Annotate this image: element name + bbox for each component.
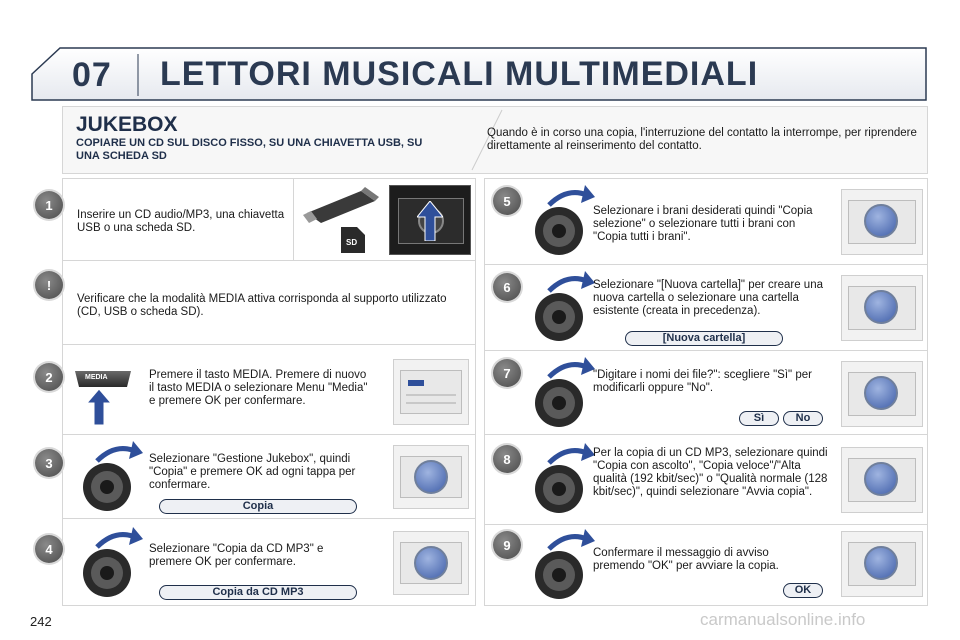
step-badge: 1 [35, 191, 63, 219]
step-badge: 4 [35, 535, 63, 563]
step-badge: 6 [493, 273, 521, 301]
no-option-pill: No [783, 411, 823, 426]
step-badge: 5 [493, 187, 521, 215]
step-badge: 3 [35, 449, 63, 477]
sd-card-icon [339, 223, 367, 255]
step-text: Confermare il messaggio di avviso premendo "OK" per avviare la copia. [593, 547, 779, 572]
chapter-number: 07 [72, 56, 112, 94]
step-badge: 7 [493, 359, 521, 387]
head-unit-image [393, 359, 469, 425]
head-unit-image [393, 531, 469, 595]
step-badge: 9 [493, 531, 521, 559]
rotary-dial-icon [529, 439, 595, 519]
ok-option-pill: OK [783, 583, 823, 598]
chapter-title: LETTORI MUSICALI MULTIMEDIALI [160, 55, 759, 93]
watermark: carmanualsonline.info [700, 610, 866, 629]
step-5 [485, 179, 927, 265]
head-unit-image [841, 361, 923, 427]
step-text: "Digitare i nomi dei file?": scegliere "Sì" per modificarli oppure "No". [593, 369, 812, 394]
yes-option-pill: Sì [739, 411, 779, 426]
svg-text:SD: SD [346, 238, 358, 247]
divider [293, 179, 294, 261]
step-text: Selezionare i brani desiderati quindi "Copia selezione" o selezionare tutti i brani con "Copia tutti i brani". [593, 205, 813, 243]
rotary-dial-icon [77, 523, 143, 603]
left-column [45, 178, 476, 606]
page-number: 242 [30, 614, 52, 629]
insert-arrow-icon [417, 201, 443, 241]
step-7 [485, 351, 927, 435]
media-key-label: MEDIA [85, 374, 108, 381]
step-text: Inserire un CD audio/MP3, una chiavetta USB o una scheda SD. [77, 209, 285, 234]
step-badge: 2 [35, 363, 63, 391]
step-3 [45, 435, 475, 519]
right-column [484, 178, 928, 606]
head-unit-image [841, 447, 923, 513]
head-unit-image [841, 275, 923, 341]
step-text: Per la copia di un CD MP3, selezionare quindi "Copia con ascolto", "Copia veloce"/"Alta qualità (192 kbit/sec)" o "Qualità normale (128 kbit/sec)", quindi selezionare "Avvia copia". [593, 447, 828, 498]
menu-option-pill: [Nuova cartella] [625, 331, 783, 346]
step-1 [45, 179, 475, 261]
head-unit-image [841, 189, 923, 255]
chapter-header [30, 46, 928, 102]
head-unit-image [393, 445, 469, 509]
section-title: JUKEBOX [76, 113, 178, 136]
step-text: Selezionare "[Nuova cartella]" per creare una nuova cartella o selezionare una cartella esistente (creata in precedenza). [593, 279, 823, 317]
rotary-dial-icon [77, 437, 143, 517]
warning-badge: ! [35, 271, 63, 299]
section-subtitle: COPIARE UN CD SUL DISCO FISSO, SU UNA CHIAVETTA USB, SU UNA SCHEDA SD [76, 137, 423, 162]
usb-stick-icon [303, 185, 383, 225]
rotary-dial-icon [529, 181, 595, 261]
step-text: Selezionare "Gestione Jukebox", quindi "Copia" e premere OK ad ogni tappa per confermare. [149, 453, 356, 491]
step-8 [485, 435, 927, 525]
step-2 [45, 345, 475, 435]
intro-section [62, 106, 928, 174]
rotary-dial-icon [529, 267, 595, 347]
rotary-dial-icon [529, 353, 595, 433]
step-text: Selezionare "Copia da CD MP3" e premere OK per confermare. [149, 543, 324, 568]
menu-option-pill: Copia [159, 499, 357, 514]
intro-note: Quando è in corso una copia, l'interruzione del contatto la interrompe, per riprendere direttamente al reinserimento del contatto. [487, 127, 917, 152]
step-4 [45, 519, 475, 605]
step-badge: 8 [493, 445, 521, 473]
warning-note [46, 261, 475, 345]
step-9 [485, 525, 927, 605]
head-unit-image [841, 531, 923, 597]
step-6 [485, 265, 927, 351]
rotary-dial-icon [529, 525, 595, 605]
step-text: Premere il tasto MEDIA. Premere di nuovo il tasto MEDIA o selezionare Menu "Media" e premere OK per confermare. [149, 369, 368, 407]
warning-text: Verificare che la modalità MEDIA attiva corrisponda al supporto utilizzato (CD, USB o scheda SD). [77, 293, 447, 318]
menu-option-pill: Copia da CD MP3 [159, 585, 357, 600]
